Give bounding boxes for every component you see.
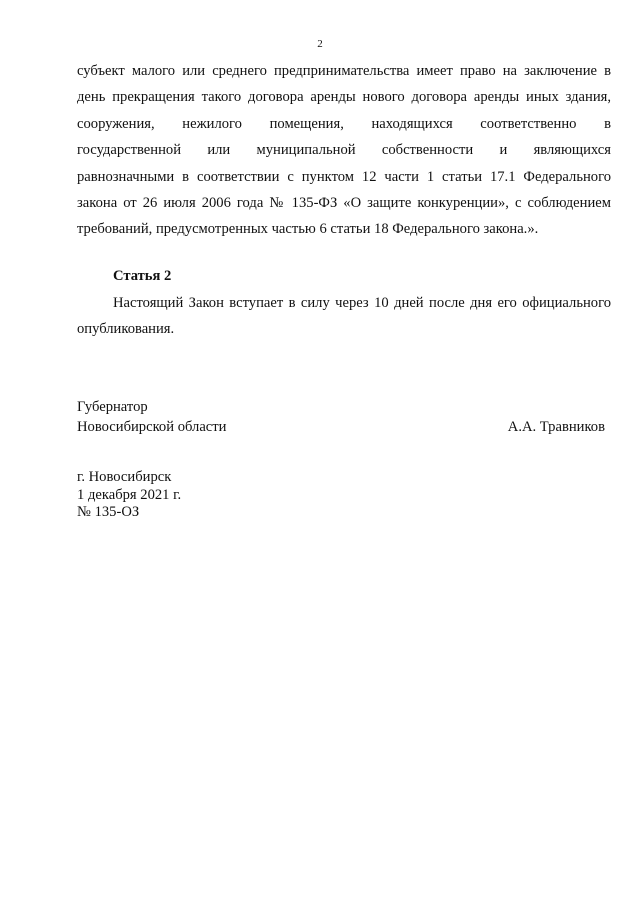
text-line: сооружения, нежилого помещения, находящихся соответственно в xyxy=(77,115,611,132)
signatory-title: Губернатор xyxy=(77,399,148,415)
law-number: № 135-ОЗ xyxy=(77,504,140,520)
paragraph-continuation xyxy=(77,58,611,243)
signature-row xyxy=(77,417,605,437)
place-city: г. Новосибирск xyxy=(77,469,172,485)
article-2-text xyxy=(77,290,611,343)
signatory-region: Новосибирской области xyxy=(77,419,227,435)
signature-block xyxy=(77,397,605,437)
signatory-name: А.А. Травников xyxy=(507,419,605,435)
text-line: субъект малого или среднего предпринимательства имеет право на заключение в xyxy=(77,63,611,79)
text-line: закона от 26 июля 2006 года № 135-ФЗ «О защите конкуренции», с соблюдением xyxy=(77,195,611,212)
text-line: Настоящий Закон вступает в силу через 10 дней после дня его официального xyxy=(113,295,611,311)
place-date-block xyxy=(77,469,181,522)
article-heading: Статья 2 xyxy=(113,268,172,284)
text-line: опубликования. xyxy=(77,321,175,338)
page-number: 2 xyxy=(317,38,323,50)
text-line: равнозначными в соответствии с пунктом 12 части 1 статьи 17.1 Федерального xyxy=(77,168,611,185)
document-date: 1 декабря 2021 г. xyxy=(77,486,182,503)
text-line: день прекращения такого договора аренды нового договора аренды иных здания, xyxy=(77,89,611,106)
text-line: требований, предусмотренных частью 6 статьи 18 Федерального закона.». xyxy=(77,221,539,238)
text-line: государственной или муниципальной собственности и являющихся xyxy=(77,142,611,159)
